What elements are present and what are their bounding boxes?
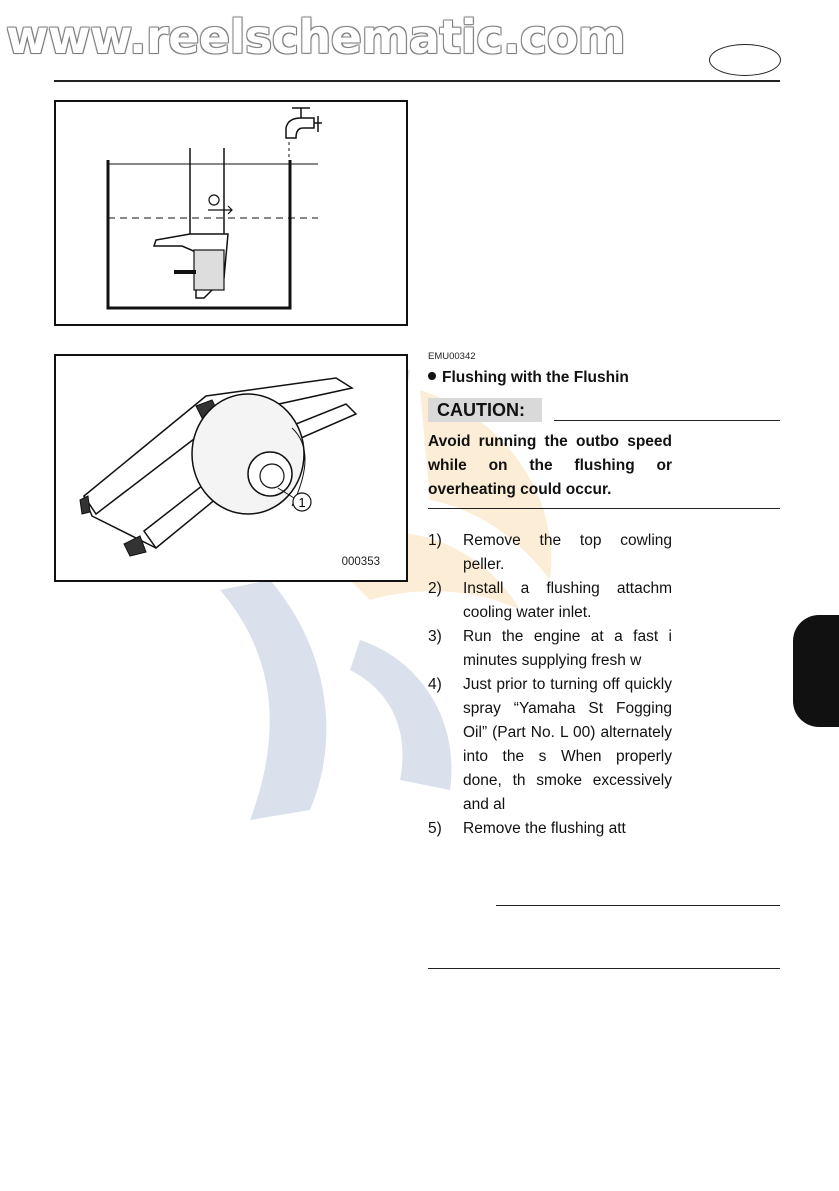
section-ref-code: EMU00342 <box>428 351 476 362</box>
tank-flushing-figure <box>54 100 408 326</box>
step-item <box>428 529 672 577</box>
step-number: 4) <box>428 676 442 693</box>
step-item <box>428 577 672 625</box>
tank-flushing-illustration <box>56 102 406 324</box>
step-text: Run the engine at a fast i minutes supplying fresh w <box>463 628 672 669</box>
flushing-attachment-illustration <box>56 356 406 580</box>
flushing-attachment-figure <box>54 354 408 582</box>
step-item <box>428 817 672 841</box>
callout-number: 1 <box>298 495 306 510</box>
language-badge <box>709 44 781 76</box>
note-end-rule <box>428 968 780 969</box>
section-heading <box>428 369 629 387</box>
note-rule <box>496 905 780 906</box>
steps-list <box>428 529 672 841</box>
step-number: 1) <box>428 532 442 549</box>
step-item <box>428 625 672 673</box>
step-text: Install a flushing attachm cooling water inlet. <box>463 580 672 621</box>
step-text: Just prior to turning off quickly spray “Yamaha St Fogging Oil” (Part No. L 00) alternately into the s When properly done, th smoke excessively and al <box>463 676 672 813</box>
caution-text: Avoid running the outbo speed while on the flushing or overheating could occur. <box>428 433 672 498</box>
caution-end-rule <box>428 508 780 509</box>
step-number: 5) <box>428 820 442 837</box>
chapter-tab <box>793 615 839 727</box>
step-number: 3) <box>428 628 442 645</box>
step-item <box>428 673 672 817</box>
site-watermark: www.reelschematic.com <box>6 10 626 64</box>
step-number: 2) <box>428 580 442 597</box>
figure-code: 000353 <box>341 556 380 568</box>
caution-rule <box>554 420 780 421</box>
bullet-icon <box>428 372 436 380</box>
section-heading-text: Flushing with the Flushin <box>442 369 629 386</box>
caution-label: CAUTION: <box>428 398 542 422</box>
step-text: Remove the flushing att <box>463 820 626 837</box>
step-text: Remove the top cowling peller. <box>463 532 672 573</box>
header-rule <box>54 80 780 82</box>
